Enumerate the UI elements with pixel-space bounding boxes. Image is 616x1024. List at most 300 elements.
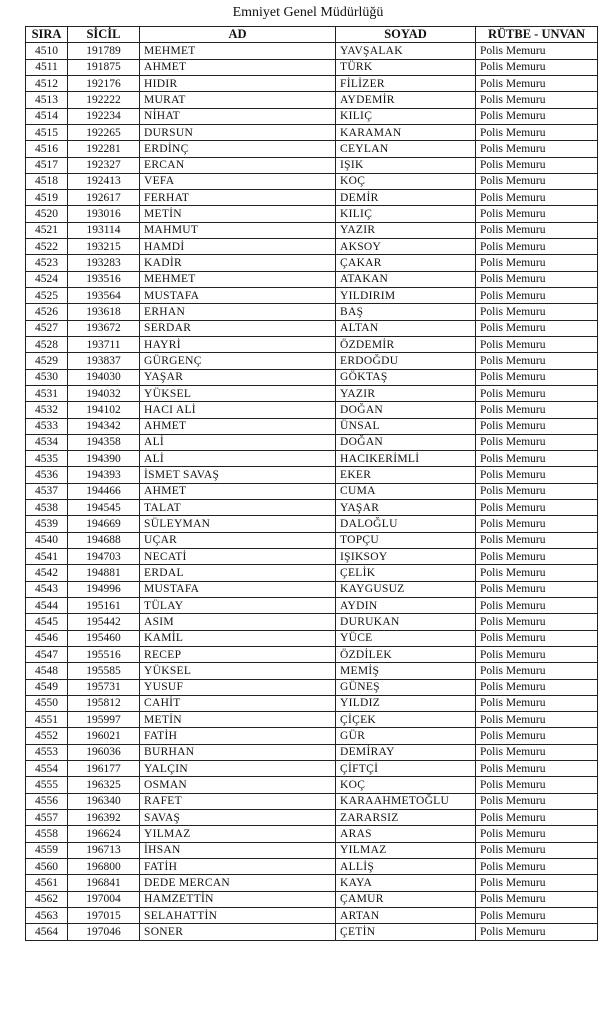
rutbe-unvan-cell: Polis Memuru [476,92,598,108]
sicil-cell: 196325 [68,777,140,793]
sira-cell: 4559 [26,842,68,858]
soyad-cell: YAVŞALAK [336,43,476,59]
ad-cell: İHSAN [140,842,336,858]
soyad-cell: ALLİŞ [336,858,476,874]
ad-cell: NİHAT [140,108,336,124]
soyad-cell: ARAS [336,826,476,842]
ad-cell: ERHAN [140,304,336,320]
soyad-cell: AYDEMİR [336,92,476,108]
sicil-cell: 193618 [68,304,140,320]
sira-cell: 4551 [26,712,68,728]
sicil-cell: 193114 [68,222,140,238]
soyad-cell: ÇAKAR [336,255,476,271]
sicil-cell: 193711 [68,336,140,352]
sicil-cell: 191789 [68,43,140,59]
ad-cell: ALİ [140,451,336,467]
sicil-cell: 194703 [68,549,140,565]
table-row [26,712,598,728]
sira-cell: 4541 [26,549,68,565]
rutbe-unvan-cell: Polis Memuru [476,614,598,630]
ad-cell: AHMET [140,59,336,75]
table-row [26,451,598,467]
table-row [26,924,598,940]
table-row [26,222,598,238]
sira-cell: 4550 [26,695,68,711]
rutbe-unvan-cell: Polis Memuru [476,385,598,401]
sicil-cell: 196340 [68,793,140,809]
ad-cell: MEHMET [140,43,336,59]
sira-cell: 4555 [26,777,68,793]
sicil-cell: 193016 [68,206,140,222]
ad-cell: HACI ALİ [140,402,336,418]
table-row [26,875,598,891]
rutbe-unvan-cell: Polis Memuru [476,157,598,173]
sicil-cell: 194390 [68,451,140,467]
rutbe-unvan-cell: Polis Memuru [476,630,598,646]
ad-cell: METİN [140,206,336,222]
sicil-cell: 196021 [68,728,140,744]
rutbe-unvan-cell: Polis Memuru [476,304,598,320]
table-row [26,581,598,597]
ad-cell: YAŞAR [140,369,336,385]
table-row [26,353,598,369]
sicil-cell: 197015 [68,907,140,923]
soyad-cell: KAYGUSUZ [336,581,476,597]
sicil-cell: 195516 [68,646,140,662]
soyad-cell: YAZIR [336,222,476,238]
rutbe-unvan-cell: Polis Memuru [476,728,598,744]
ad-cell: DEDE MERCAN [140,875,336,891]
sicil-cell: 195161 [68,597,140,613]
table-row [26,59,598,75]
sira-cell: 4524 [26,271,68,287]
table-row [26,826,598,842]
sira-cell: 4538 [26,500,68,516]
sicil-cell: 193564 [68,288,140,304]
table-row [26,92,598,108]
sicil-cell: 191875 [68,59,140,75]
table-row [26,516,598,532]
table-row [26,255,598,271]
ad-cell: METİN [140,712,336,728]
sira-cell: 4515 [26,124,68,140]
sicil-cell: 192222 [68,92,140,108]
rutbe-unvan-cell: Polis Memuru [476,288,598,304]
sira-cell: 4526 [26,304,68,320]
table-row [26,467,598,483]
sicil-cell: 193837 [68,353,140,369]
page-title: Emniyet Genel Müdürlüğü [232,5,384,20]
rutbe-unvan-cell: Polis Memuru [476,907,598,923]
soyad-cell: ÇELİK [336,565,476,581]
soyad-cell: KARAAHMETOĞLU [336,793,476,809]
ad-cell: MEHMET [140,271,336,287]
rutbe-unvan-cell: Polis Memuru [476,875,598,891]
rutbe-unvan-cell: Polis Memuru [476,597,598,613]
sira-cell: 4512 [26,75,68,91]
sicil-cell: 196392 [68,810,140,826]
sira-cell: 4537 [26,483,68,499]
table-row [26,728,598,744]
soyad-cell: ÖZDEMİR [336,336,476,352]
ad-cell: TALAT [140,500,336,516]
sira-cell: 4510 [26,43,68,59]
ad-cell: UÇAR [140,532,336,548]
soyad-cell: ÇAMUR [336,891,476,907]
rutbe-unvan-cell: Polis Memuru [476,206,598,222]
table-row [26,239,598,255]
ad-cell: MUSTAFA [140,288,336,304]
ad-cell: KADİR [140,255,336,271]
table-row [26,663,598,679]
ad-cell: AHMET [140,483,336,499]
soyad-cell: YAŞAR [336,500,476,516]
rutbe-unvan-cell: Polis Memuru [476,858,598,874]
soyad-cell: TOPÇU [336,532,476,548]
ad-cell: HAMZETTİN [140,891,336,907]
table-row [26,679,598,695]
sira-cell: 4561 [26,875,68,891]
sira-cell: 4543 [26,581,68,597]
column-header-sira: SIRA [26,27,68,43]
rutbe-unvan-cell: Polis Memuru [476,402,598,418]
sicil-cell: 194030 [68,369,140,385]
soyad-cell: AYDIN [336,597,476,613]
table-row [26,842,598,858]
table-row [26,190,598,206]
table-row [26,549,598,565]
rutbe-unvan-cell: Polis Memuru [476,222,598,238]
ad-cell: OSMAN [140,777,336,793]
rutbe-unvan-cell: Polis Memuru [476,108,598,124]
rutbe-unvan-cell: Polis Memuru [476,173,598,189]
soyad-cell: CEYLAN [336,141,476,157]
ad-cell: MAHMUT [140,222,336,238]
rutbe-unvan-cell: Polis Memuru [476,712,598,728]
ad-cell: SONER [140,924,336,940]
sicil-cell: 194358 [68,434,140,450]
sira-cell: 4545 [26,614,68,630]
ad-cell: ASIM [140,614,336,630]
soyad-cell: KILIÇ [336,108,476,124]
rutbe-unvan-cell: Polis Memuru [476,565,598,581]
sicil-cell: 196841 [68,875,140,891]
sicil-cell: 196800 [68,858,140,874]
sira-cell: 4528 [26,336,68,352]
rutbe-unvan-cell: Polis Memuru [476,549,598,565]
soyad-cell: GÜNEŞ [336,679,476,695]
sicil-cell: 194996 [68,581,140,597]
soyad-cell: YILDIZ [336,695,476,711]
rutbe-unvan-cell: Polis Memuru [476,810,598,826]
sicil-cell: 195585 [68,663,140,679]
ad-cell: SERDAR [140,320,336,336]
sicil-cell: 192327 [68,157,140,173]
sira-cell: 4554 [26,761,68,777]
soyad-cell: YÜCE [336,630,476,646]
table-row [26,369,598,385]
soyad-cell: ZARARSIZ [336,810,476,826]
sicil-cell: 192176 [68,75,140,91]
rutbe-unvan-cell: Polis Memuru [476,353,598,369]
soyad-cell: ERDOĞDU [336,353,476,369]
soyad-cell: DEMİRAY [336,744,476,760]
ad-cell: RAFET [140,793,336,809]
sira-cell: 4548 [26,663,68,679]
sira-cell: 4532 [26,402,68,418]
personnel-table [25,26,598,941]
sira-cell: 4557 [26,810,68,826]
rutbe-unvan-cell: Polis Memuru [476,320,598,336]
rutbe-unvan-cell: Polis Memuru [476,679,598,695]
sicil-cell: 196177 [68,761,140,777]
rutbe-unvan-cell: Polis Memuru [476,124,598,140]
table-row [26,402,598,418]
rutbe-unvan-cell: Polis Memuru [476,793,598,809]
sicil-cell: 192265 [68,124,140,140]
ad-cell: YILMAZ [140,826,336,842]
table-row [26,206,598,222]
ad-cell: AHMET [140,418,336,434]
sicil-cell: 192617 [68,190,140,206]
ad-cell: GÜRGENÇ [140,353,336,369]
sira-cell: 4530 [26,369,68,385]
soyad-cell: KILIÇ [336,206,476,222]
sira-cell: 4542 [26,565,68,581]
sira-cell: 4560 [26,858,68,874]
sira-cell: 4520 [26,206,68,222]
ad-cell: SAVAŞ [140,810,336,826]
rutbe-unvan-cell: Polis Memuru [476,842,598,858]
sira-cell: 4533 [26,418,68,434]
sicil-cell: 194688 [68,532,140,548]
table-row [26,597,598,613]
sicil-cell: 194393 [68,467,140,483]
soyad-cell: IŞIKSOY [336,549,476,565]
table-row [26,43,598,59]
sicil-cell: 196713 [68,842,140,858]
soyad-cell: FİLİZER [336,75,476,91]
ad-cell: YUSUF [140,679,336,695]
ad-cell: SÜLEYMAN [140,516,336,532]
rutbe-unvan-cell: Polis Memuru [476,451,598,467]
rutbe-unvan-cell: Polis Memuru [476,646,598,662]
ad-cell: KAMİL [140,630,336,646]
table-row [26,108,598,124]
ad-cell: ERCAN [140,157,336,173]
table-row [26,646,598,662]
table-row [26,288,598,304]
soyad-cell: DURUKAN [336,614,476,630]
table-row [26,385,598,401]
table-row [26,810,598,826]
table-row [26,320,598,336]
table-row [26,858,598,874]
sira-cell: 4531 [26,385,68,401]
ad-cell: HAYRİ [140,336,336,352]
sira-cell: 4523 [26,255,68,271]
soyad-cell: YILMAZ [336,842,476,858]
rutbe-unvan-cell: Polis Memuru [476,271,598,287]
table-row [26,614,598,630]
ad-cell: MURAT [140,92,336,108]
sicil-cell: 194342 [68,418,140,434]
sira-cell: 4539 [26,516,68,532]
sicil-cell: 195442 [68,614,140,630]
ad-cell: NECATİ [140,549,336,565]
ad-cell: MUSTAFA [140,581,336,597]
ad-cell: ERDİNÇ [140,141,336,157]
table-row [26,744,598,760]
soyad-cell: BAŞ [336,304,476,320]
ad-cell: SELAHATTİN [140,907,336,923]
sicil-cell: 193283 [68,255,140,271]
sira-cell: 4546 [26,630,68,646]
sira-cell: 4549 [26,679,68,695]
soyad-cell: CUMA [336,483,476,499]
sira-cell: 4534 [26,434,68,450]
rutbe-unvan-cell: Polis Memuru [476,43,598,59]
soyad-cell: ÖZDİLEK [336,646,476,662]
rutbe-unvan-cell: Polis Memuru [476,467,598,483]
soyad-cell: YILDIRIM [336,288,476,304]
table-row [26,141,598,157]
soyad-cell: DOĞAN [336,402,476,418]
soyad-cell: YAZIR [336,385,476,401]
sira-cell: 4517 [26,157,68,173]
soyad-cell: GÜR [336,728,476,744]
soyad-cell: ÇİFTÇİ [336,761,476,777]
rutbe-unvan-cell: Polis Memuru [476,891,598,907]
sira-cell: 4519 [26,190,68,206]
sira-cell: 4563 [26,907,68,923]
soyad-cell: ÜNSAL [336,418,476,434]
soyad-cell: MEMİŞ [336,663,476,679]
table-row [26,695,598,711]
sira-cell: 4540 [26,532,68,548]
sicil-cell: 192413 [68,173,140,189]
table-row [26,500,598,516]
sicil-cell: 192281 [68,141,140,157]
ad-cell: VEFA [140,173,336,189]
ad-cell: YÜKSEL [140,385,336,401]
sira-cell: 4564 [26,924,68,940]
ad-cell: BURHAN [140,744,336,760]
soyad-cell: ALTAN [336,320,476,336]
soyad-cell: DALOĞLU [336,516,476,532]
sira-cell: 4556 [26,793,68,809]
rutbe-unvan-cell: Polis Memuru [476,434,598,450]
rutbe-unvan-cell: Polis Memuru [476,663,598,679]
sira-cell: 4511 [26,59,68,75]
sira-cell: 4527 [26,320,68,336]
sicil-cell: 195460 [68,630,140,646]
column-header-sicil: SİCİL [68,27,140,43]
sira-cell: 4521 [26,222,68,238]
soyad-cell: KOÇ [336,777,476,793]
sicil-cell: 194032 [68,385,140,401]
rutbe-unvan-cell: Polis Memuru [476,190,598,206]
sicil-cell: 192234 [68,108,140,124]
ad-cell: YALÇIN [140,761,336,777]
sicil-cell: 194102 [68,402,140,418]
rutbe-unvan-cell: Polis Memuru [476,695,598,711]
soyad-cell: ATAKAN [336,271,476,287]
table-row [26,891,598,907]
soyad-cell: EKER [336,467,476,483]
sicil-cell: 196036 [68,744,140,760]
sira-cell: 4553 [26,744,68,760]
rutbe-unvan-cell: Polis Memuru [476,532,598,548]
table-row [26,761,598,777]
sicil-cell: 193516 [68,271,140,287]
ad-cell: FERHAT [140,190,336,206]
table-row [26,907,598,923]
column-header-ad: AD [140,27,336,43]
ad-cell: FATİH [140,858,336,874]
ad-cell: RECEP [140,646,336,662]
soyad-cell: KOÇ [336,173,476,189]
rutbe-unvan-cell: Polis Memuru [476,500,598,516]
soyad-cell: KAYA [336,875,476,891]
table-row [26,777,598,793]
soyad-cell: GÖKTAŞ [336,369,476,385]
ad-cell: HIDIR [140,75,336,91]
ad-cell: CAHİT [140,695,336,711]
rutbe-unvan-cell: Polis Memuru [476,826,598,842]
table-row [26,483,598,499]
column-header-rutbe-unvan: RÜTBE - UNVAN [476,27,598,43]
sira-cell: 4514 [26,108,68,124]
sira-cell: 4552 [26,728,68,744]
ad-cell: İSMET SAVAŞ [140,467,336,483]
sicil-cell: 194669 [68,516,140,532]
sira-cell: 4536 [26,467,68,483]
sicil-cell: 194881 [68,565,140,581]
sicil-cell: 193672 [68,320,140,336]
sicil-cell: 196624 [68,826,140,842]
rutbe-unvan-cell: Polis Memuru [476,239,598,255]
rutbe-unvan-cell: Polis Memuru [476,336,598,352]
soyad-cell: IŞIK [336,157,476,173]
table-row [26,532,598,548]
table-row [26,565,598,581]
ad-cell: HAMDİ [140,239,336,255]
soyad-cell: DOĞAN [336,434,476,450]
sira-cell: 4522 [26,239,68,255]
table-row [26,157,598,173]
rutbe-unvan-cell: Polis Memuru [476,141,598,157]
soyad-cell: KARAMAN [336,124,476,140]
sicil-cell: 193215 [68,239,140,255]
soyad-cell: DEMİR [336,190,476,206]
soyad-cell: AKSOY [336,239,476,255]
soyad-cell: ARTAN [336,907,476,923]
table-row [26,434,598,450]
sira-cell: 4535 [26,451,68,467]
table-body [26,43,598,940]
rutbe-unvan-cell: Polis Memuru [476,581,598,597]
sira-cell: 4558 [26,826,68,842]
rutbe-unvan-cell: Polis Memuru [476,516,598,532]
soyad-cell: HACIKERİMLİ [336,451,476,467]
soyad-cell: TÜRK [336,59,476,75]
rutbe-unvan-cell: Polis Memuru [476,75,598,91]
table-row [26,304,598,320]
sira-cell: 4518 [26,173,68,189]
sira-cell: 4544 [26,597,68,613]
sicil-cell: 195812 [68,695,140,711]
